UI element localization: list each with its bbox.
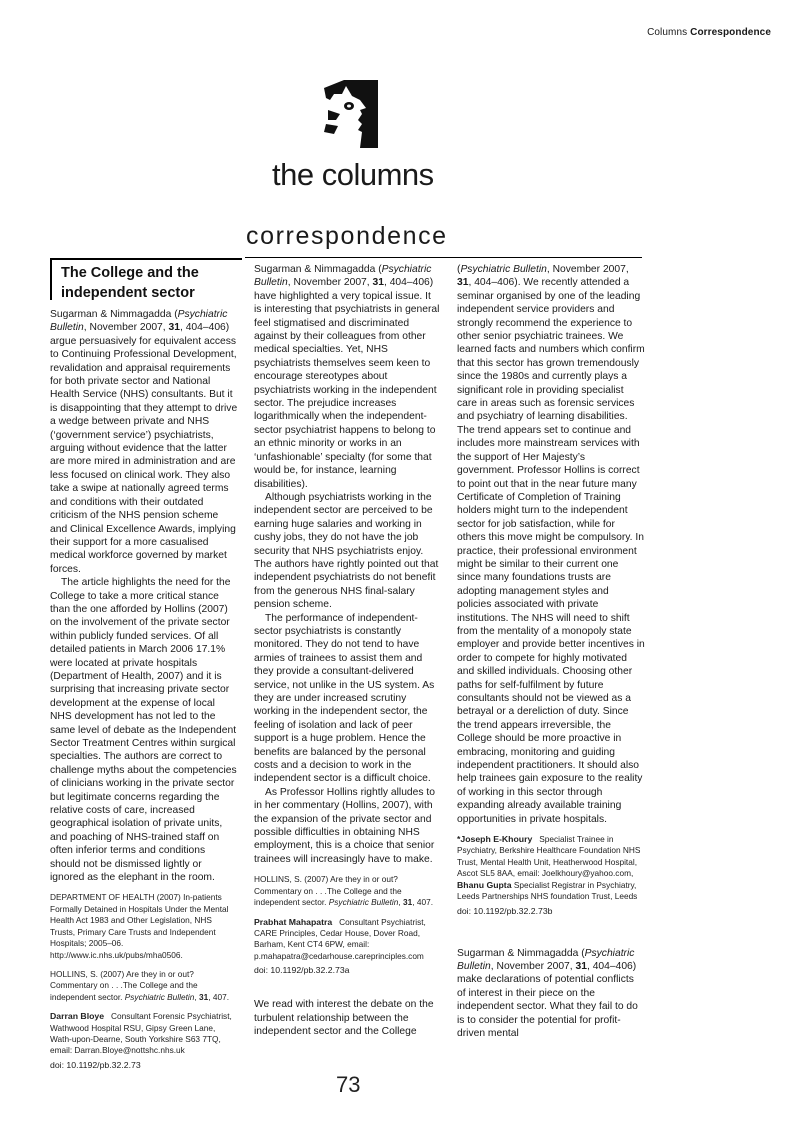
author-signature (254, 917, 440, 963)
letter1-paragraph-1: Sugarman & Nimmagadda (Psychiatric Bulletin, November 2007, 31, 404–406) argue persuasively for equivalent access to Continuing Professional Development, revalidation and appraisal requirements for both private sector and National Health Service (NHS) consultants. But it is disappointing that they attempt to drive a wedge between private and NHS (‘government service’) psychiatrists, arguing without evidence that the latter are more mired in administration and are less focused on clinical work. They also take a swipe at nationally agreed terms and conditions with their outdated criticism of the NHS pension scheme and Clinical Excellence Awards, implying their support for a more casualised medical workforce governed by market forces. (50, 309, 238, 575)
letter4-paragraph-1: Sugarman & Nimmagadda (Psychiatric Bulletin, November 2007, 31, 404–406) make declarations of potential conflicts of interest in their piece on the independent sector. What they fail to do is to consider the potential for profit-driven mental (457, 947, 638, 1039)
column-1 (50, 308, 238, 1071)
article-title-line2: independent sector (61, 285, 195, 301)
letter2-paragraph-3: The performance of independent-sector psychiatrists is constantly monitored. They do not tend to have armies of trainees to assist them and they provide a consultant-delivered service, not unlike in the US system. As they are under increased scrutiny working in the independent sector, the feeling of isolation and lack of peer support is a huge problem. Hence the benefits are balanced by the personal costs and a decision to work in the independent sector is a difficult choice. (254, 612, 435, 785)
letter2-paragraph-2: Although psychiatrists working in the independent sector are perceived to be earning huge salaries and working in cushy jobs, they do not have the job security that NHS psychiatrists enjoy. The authors have rightly pointed out that independent psychiatrists do not benefit from the generous NHS final-salary pension scheme. (254, 491, 439, 611)
running-head-section: Columns (647, 27, 688, 38)
author-name: Bhanu Gupta (457, 879, 512, 890)
running-head-subsection: Correspondence (690, 27, 771, 38)
face-profile-logo-icon (322, 80, 380, 148)
doi: doi: 10.1192/pb.32.2.73a (254, 965, 350, 976)
letter2-paragraph-1: Sugarman & Nimmagadda (Psychiatric Bulletin, November 2007, 31, 404–406) have highlighted a very topical issue. It is interesting that psychiatrists in general feel stigmatised and discriminated against by their colleagues from other medical specialties. Yet, NHS psychiatrists themselves seem keen to encourage stereotypes about psychiatrists working in the independent sector. The prejudice increases logarithmically when the independent-sector psychiatrist happens to belong to an ethnic minority or works in an ‘unfashionable’ specialty (for some that would be, for instance, learning disabilities). (254, 264, 440, 490)
correspondence-heading: correspondence (246, 222, 448, 250)
page-number: 73 (336, 1072, 361, 1097)
author-signature (457, 834, 645, 902)
column-2 (254, 263, 440, 1038)
column-3 (457, 263, 645, 1040)
article-title (61, 263, 236, 303)
author-affiliation: Consultant Forensic Psychiatrist, Wathwood Hospital RSU, Gipsy Green Lane, Wath-upon-Dearne, South Yorkshire S63 7TQ, email: Darran.Bloye@nottshc.nhs.uk (50, 1011, 232, 1056)
author-signature (50, 1011, 238, 1057)
letter2-paragraph-4: As Professor Hollins rightly alludes to in her commentary (Hollins, 2007), with the expansion of the private sector and possible difficulties in obtaining NHS employment, this is a choice that senior trainees will increasingly have to make. (254, 786, 435, 865)
columns-title: the columns (272, 157, 434, 192)
author-name: Darran Bloye (50, 1011, 105, 1022)
author-affiliation: Specialist Trainee in Psychiatry, Berkshire Healthcare Foundation NHS Trust, Mental Health Unit, Heatherwood Hospital, Ascot SL5 8AA, email: Joelkhoury@yahoo.com, (457, 834, 641, 879)
article-title-line1: The College and the (61, 265, 199, 281)
letter1-paragraph-2: The article highlights the need for the College to take a more critical stance than the one afforded by Hollins (2007) on the involvement of the private sector within publicly funded services. Of all detailed patients in March 2006 17.1% were located at private hospitals (Department of Health, 2007) and it is surprising that increasing private sector development at the expense of local NHS development has not led to the same level of debate as the Independent Sector Treatment Centres within surgical specialties. The authors are correct to challenge myths about the competencies of clinicians working in the private sector but legitimate concerns regarding the relative costs of care, increased geographical isolation of private units, and poaching of NHS-trained staff on often inferior terms and conditions should not be dismissed lightly or ignored as the elephant in the room. (50, 577, 237, 884)
doi: doi: 10.1192/pb.32.2.73b (457, 905, 553, 916)
author-name: *Joseph E-Khoury (457, 834, 533, 845)
author-affiliation: Specialist Registrar in Psychiatry, Leeds Partnerships NHS foundation Trust, Leeds (457, 879, 638, 902)
author-affiliation: Consultant Psychiatrist, CARE Principles, Cedar House, Dover Road, Barham, Kent CT4 6PW, email: p.mahapatra@cedarhouse.careprinciples.com (254, 916, 426, 961)
author-name: Prabhat Mahapatra (254, 916, 333, 927)
reference-hollins: HOLLINS, S. (2007) Are they in or out? Commentary on . . .The College and the independent sector. Psychiatric Bulletin, 31, 407. (50, 968, 229, 1002)
reference-doh: DEPARTMENT OF HEALTH (2007) In-patients Formally Detained in Hospitals Under the Mental Health Act 1983 and Other Legislation, NHS Trusts, Primary Care Trusts and Independent Hospitals; 2005–06. http://www.ic.nhs.uk/pubs/mha0506. (50, 892, 229, 960)
heading-rule (245, 257, 642, 258)
doi: doi: 10.1192/pb.32.2.73 (50, 1059, 141, 1070)
running-head (647, 27, 771, 38)
letter3-paragraph-1-cont: (Psychiatric Bulletin, November 2007, 31, 404–406). We recently attended a seminar organised by one of the leading independent service providers and strongly recommend the experience to other senior psychiatric trainees. We learned facts and numbers which confirm that this sector has grown tremendously since the 1980s and currently plays a significant role in providing specialist care in areas such as forensic services and psychiatry of learning disabilities. The trend appears set to continue and includes more mainstream services with the support of Her Majesty’s government. Professor Hollins is correct to point out that in the near future many Certificate of Completion of Training holders might turn to the independent sector for job satisfaction, while for others this move might be compulsory. In practice, their professional environment might be similar to their current one since many foundations trusts are adopting management styles and policies associated with private institutions. The NHS will need to shift from the mentality of a monopoly state employer and provide better incentives in order to compete for highly motivated and skilled individuals. Choosing other paths for self-fulfilment by future consultants should not be viewed as a betrayal or a dereliction of duty. Since the trend appears irreversible, the College should be more proactive in embracing, monitoring and guiding independent practitioners. It should also help trainees gain exposure to the reality of working in this sector through expanding already available training opportunities in private hospitals. (457, 264, 645, 825)
letter3-paragraph-1: We read with interest the debate on the turbulent relationship between the independent sector and the College (254, 999, 434, 1037)
reference-hollins: HOLLINS, S. (2007) Are they in or out? Commentary on . . .The College and the independent sector. Psychiatric Bulletin, 31, 407. (254, 874, 433, 908)
